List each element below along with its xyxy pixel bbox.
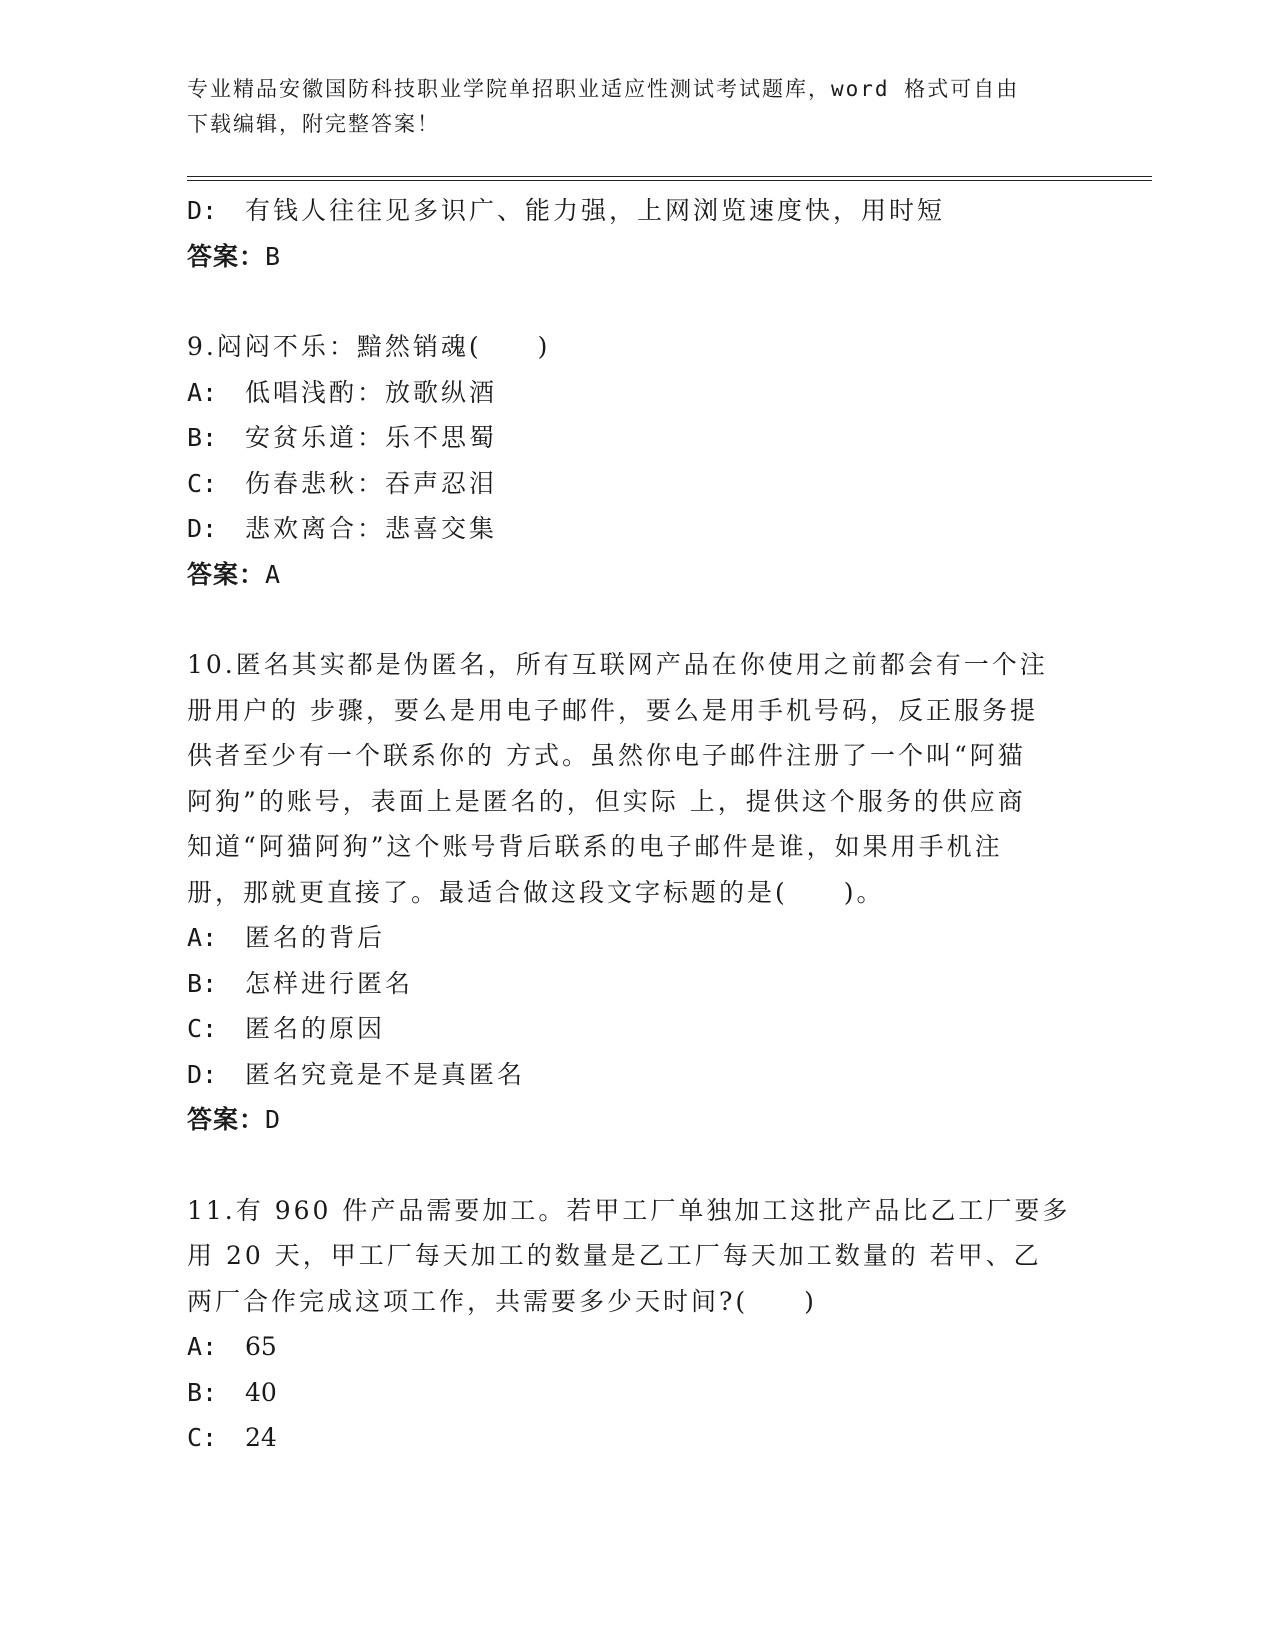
answer-value: A [265, 559, 282, 589]
question-10 [187, 642, 1087, 1143]
option-text: 65 [245, 1332, 277, 1361]
option-a [187, 915, 1087, 961]
option-letter: D: [187, 196, 218, 225]
question-stem-line: 用 20 天，甲工厂每天加工的数量是乙工厂每天加工数量的 若甲、乙 [187, 1241, 1042, 1270]
option-letter: B: [187, 968, 218, 998]
option-letter: B: [187, 423, 218, 452]
question-stem-line: 11.有 960 件产品需要加工。若甲工厂单独加工这批产品比乙工厂要多 [187, 1195, 1071, 1225]
option-text: 匿名的背后 [245, 923, 386, 952]
option-text: 匿名的原因 [245, 1014, 386, 1043]
question-11 [187, 1188, 1087, 1461]
option-letter: A: [187, 923, 218, 952]
question-answer [187, 1097, 1087, 1143]
option-b [187, 961, 1087, 1007]
option-letter: C: [187, 468, 218, 498]
option-a [187, 370, 1087, 416]
option-letter: B: [187, 1377, 218, 1407]
option-d [187, 506, 1087, 552]
answer-label: 答案： [187, 559, 266, 589]
option-text: 匿名究竟是不是真匿名 [245, 1059, 526, 1089]
option-text: 悲欢离合：悲喜交集 [245, 514, 498, 543]
option-c [187, 1006, 1087, 1052]
question-stem-line: 知道“阿猫阿狗”这个账号背后联系的电子邮件是谁，如果用手机注 [187, 832, 1003, 861]
option-a [187, 1324, 1087, 1370]
question-9 [187, 324, 1087, 597]
question-stem-line: 9.闷闷不乐：黯然销魂( ) [187, 332, 551, 361]
option-letter: A: [187, 1332, 218, 1361]
question-stem-line: 供者至少有一个联系你的 方式。虽然你电子邮件注册了一个叫“阿猫 [187, 741, 1026, 770]
question-stem-line: 两厂合作完成这项工作，共需要多少天时间?( ) [187, 1286, 817, 1316]
header-line-2: 下载编辑，附完整答案！ [187, 112, 440, 136]
option-b [187, 415, 1087, 461]
answer-label: 答案： [187, 241, 266, 271]
question-content [187, 188, 1087, 1461]
answer-value: D [265, 1105, 282, 1134]
question-stem-line: 10.匿名其实都是伪匿名，所有互联网产品在你使用之前都会有一个注 [187, 650, 1048, 679]
question-stem-line: 册，那就更直接了。最适合做这段文字标题的是( )。 [187, 877, 885, 907]
option-text: 24 [245, 1423, 277, 1452]
prev-question-option-d [187, 188, 1087, 234]
option-letter: D: [187, 514, 218, 543]
option-c [187, 461, 1087, 507]
question-answer [187, 552, 1087, 598]
option-text: 安贫乐道：乐不思蜀 [245, 423, 498, 452]
option-text: 低唱浅酌：放歌纵酒 [245, 377, 498, 407]
page-header [187, 72, 1067, 142]
option-text: 40 [245, 1377, 277, 1407]
option-letter: A: [187, 377, 218, 407]
option-letter: D: [187, 1059, 218, 1089]
question-stem-line: 阿狗”的账号，表面上是匿名的，但实际 上，提供这个服务的供应商 [187, 786, 1026, 816]
option-text: 怎样进行匿名 [245, 968, 414, 998]
prev-question-answer [187, 234, 1087, 280]
answer-value: B [265, 241, 282, 271]
header-line-1: 专业精品安徽国防科技职业学院单招职业适应性测试考试题库，word 格式可自由 [187, 77, 1020, 101]
option-b [187, 1370, 1087, 1416]
option-letter: C: [187, 1014, 218, 1043]
answer-label: 答案： [187, 1105, 266, 1134]
option-c [187, 1415, 1087, 1461]
question-stem-line: 册用户的 步骤，要么是用电子邮件，要么是用手机号码，反正服务提 [187, 695, 1038, 725]
option-d [187, 1052, 1087, 1098]
header-divider [187, 176, 1152, 181]
option-text: 有钱人往往见多识广、能力强，上网浏览速度快，用时短 [245, 196, 946, 225]
option-text: 伤春悲秋：吞声忍泪 [245, 468, 498, 498]
option-letter: C: [187, 1423, 218, 1452]
